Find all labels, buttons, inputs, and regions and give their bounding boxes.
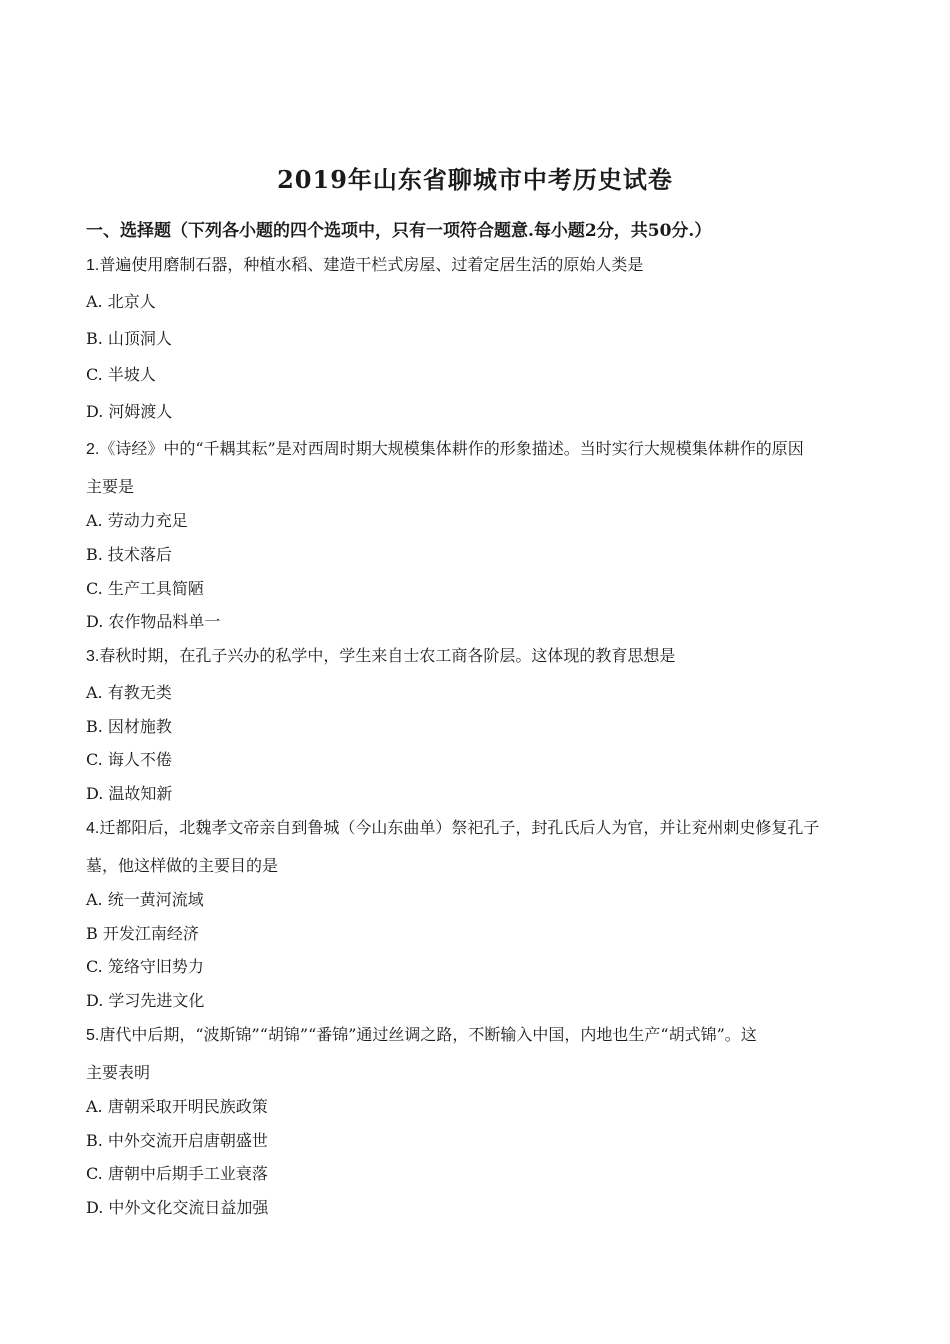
option-3d: D. 温故知新 bbox=[86, 784, 173, 803]
question-stem: 《诗经》中的“千耦其耘”是对西周时期大规模集体耕作的形象描述。当时实行大规模集体耕作的原因 bbox=[99, 439, 804, 458]
question-stem: 春秋时期，在孔子兴办的私学中，学生来自士农工商各阶层。这体现的教育思想是 bbox=[99, 646, 676, 665]
question-stem-continued: 主要是 bbox=[86, 477, 135, 496]
option-2a: A. 劳动力充足 bbox=[86, 511, 188, 530]
question-number: 3. bbox=[86, 648, 100, 665]
option-3a: A. 有教无类 bbox=[86, 683, 172, 702]
question-stem: 唐代中后期，“波斯锦”“胡锦”“番锦”通过丝调之路，不断输入中国，内地也生产“胡式锦”。这 bbox=[99, 1025, 757, 1044]
question-number: 5. bbox=[86, 1027, 100, 1044]
option-5d: D. 中外文化交流日益加强 bbox=[86, 1198, 269, 1217]
question-number: 2. bbox=[86, 441, 100, 458]
option-1c: C. 半坡人 bbox=[86, 365, 156, 384]
option-5c: C. 唐朝中后期手工业衰落 bbox=[86, 1164, 268, 1183]
option-1a: A. 北京人 bbox=[86, 292, 156, 311]
option-5b: B. 中外交流开启唐朝盛世 bbox=[86, 1131, 268, 1150]
question-2 bbox=[86, 436, 804, 459]
question-stem-continued: 主要表明 bbox=[86, 1063, 151, 1082]
question-stem-continued: 墓，他这样做的主要目的是 bbox=[86, 856, 279, 875]
option-5a: A. 唐朝采取开明民族政策 bbox=[86, 1097, 268, 1116]
option-2b: B. 技术落后 bbox=[86, 545, 172, 564]
option-3c: C. 诲人不倦 bbox=[86, 750, 172, 769]
option-4a: A. 统一黄河流域 bbox=[86, 890, 204, 909]
question-4 bbox=[86, 815, 819, 838]
question-5 bbox=[86, 1022, 757, 1045]
option-1d: D. 河姆渡人 bbox=[86, 402, 173, 421]
option-4c: C. 笼络守旧势力 bbox=[86, 957, 204, 976]
option-4b: B 开发江南经济 bbox=[86, 924, 199, 943]
section-heading: 一、选择题（下列各小题的四个选项中，只有一项符合题意.每小题2分，共50分.） bbox=[86, 221, 712, 241]
option-2c: C. 生产工具简陋 bbox=[86, 579, 204, 598]
option-3b: B. 因材施教 bbox=[86, 717, 172, 736]
question-stem: 普遍使用磨制石器，种植水稻、建造干栏式房屋、过着定居生活的原始人类是 bbox=[99, 255, 644, 274]
option-4d: D. 学习先进文化 bbox=[86, 991, 205, 1010]
question-number: 4. bbox=[86, 820, 100, 837]
option-2d: D. 农作物品料单一 bbox=[86, 612, 221, 631]
question-stem: 迁都阳后，北魏孝文帝亲自到鲁城（今山东曲单）祭祀孔子，封孔氏后人为官，并让兖州刺史修复孔子 bbox=[99, 818, 820, 837]
question-number: 1. bbox=[86, 257, 100, 274]
question-3 bbox=[86, 643, 675, 666]
option-1b: B. 山顶洞人 bbox=[86, 329, 172, 348]
question-1 bbox=[86, 252, 643, 275]
page-title: 2019年山东省聊城市中考历史试卷 bbox=[277, 165, 673, 194]
